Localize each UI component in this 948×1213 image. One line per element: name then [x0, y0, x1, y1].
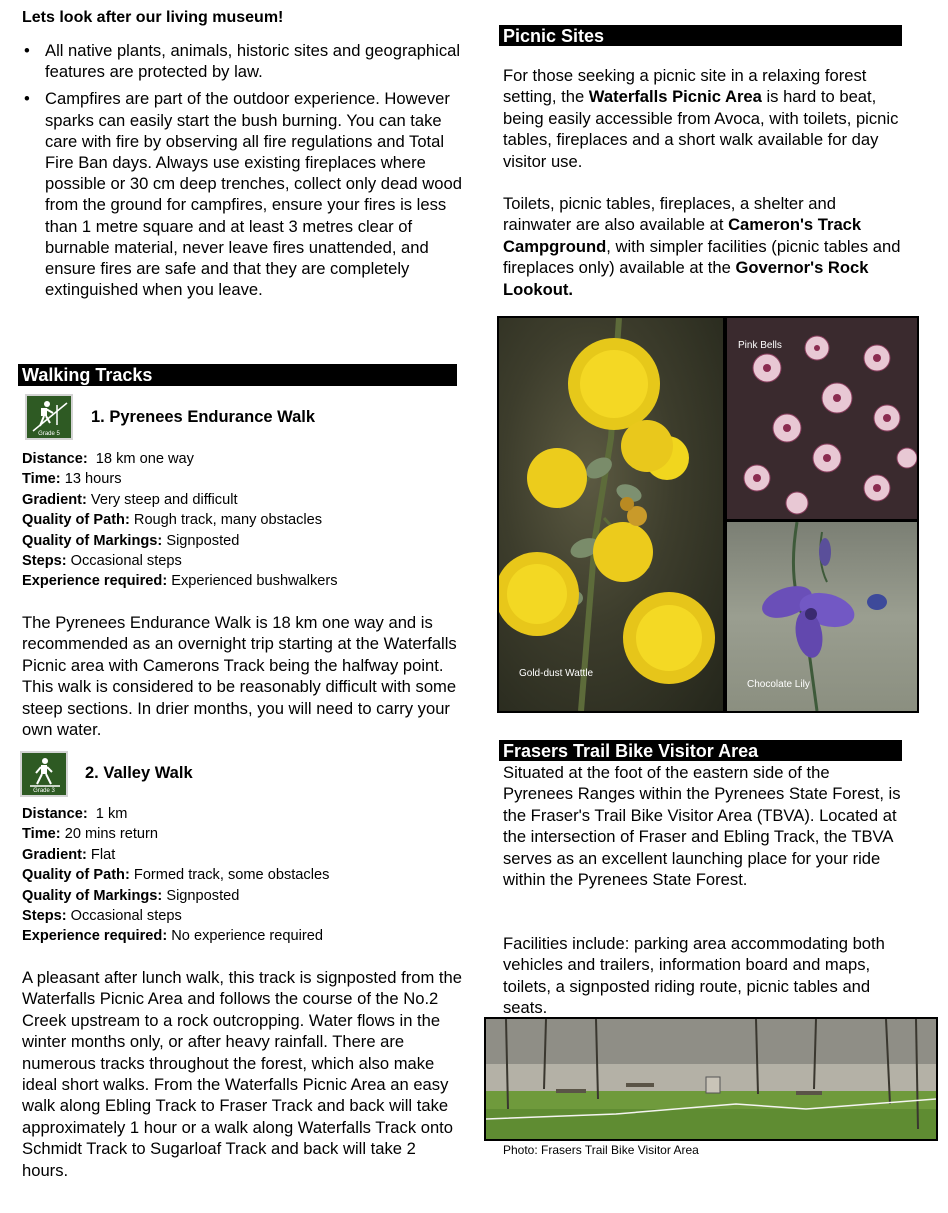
- intro-title: Lets look after our living museum!: [22, 9, 284, 26]
- photo-caption: Photo: Frasers Trail Bike Visitor Area: [503, 1143, 699, 1157]
- frasers-paragraph-2: Facilities include: parking area accommodating both vehicles and trailers, information board and maps, toilets, a signposted riding route, picnic tables and seats.: [503, 934, 885, 1018]
- spec-row: Time: 13 hours: [22, 471, 122, 488]
- spec-row: Distance: 1 km: [22, 806, 128, 822]
- hiker-steep-icon: [31, 399, 69, 433]
- spec-row: Gradient: Very steep and difficult: [22, 491, 238, 508]
- spec-row: Steps: Occasional steps: [22, 553, 182, 570]
- walk-2-description: A pleasant after lunch walk, this track is signposted from the Waterfalls Picnic Area and follows the course of the No.2 Creek upstream to a rock outcropping. Water flows in the winter months only, or after heavy rainfall. There are numerous tracks throughout the forest, which also make ideal short walks. From the Waterfalls Picnic Area an easy walk along Ebling Track to Fraser Track and back will take approximately 1 hour or a walk along Waterfalls Track onto Schmidt Track to Sugarloaf Track and back will take 2 hours.: [22, 968, 462, 1180]
- grade-label: Grade 3: [33, 788, 55, 794]
- walking-tracks-heading: Walking Tracks: [18, 364, 457, 386]
- picnic-paragraph-1: For those seeking a picnic site in a relaxing forest setting, the Waterfalls Picnic Area is hard to beat, being easily accessible from Avoca, with toilets, picnic tables, fireplaces and a short walk available for day visitor use.: [503, 66, 899, 171]
- pink-bells-photo: [727, 318, 917, 519]
- spec-row: Quality of Markings: Signposted: [22, 532, 240, 549]
- trail-bike-area-illustration: [486, 1019, 936, 1139]
- chocolate-lily-caption: Chocolate Lily: [747, 679, 810, 690]
- wattle-caption: Gold-dust Wattle: [519, 668, 594, 679]
- bullet-item: • Campfires are part of the outdoor experience. However sparks can easily start the bush burning. You can take care with fire by observing all fire regulations and Total Fire Ban days. Always use existing fireplaces where possible or 30 cm deep trenches, collect only dead wood from the ground for campfires, ensure your fires is less than 1 metre square and at least 3 metres clear of burnable material, never leave fires unattended, and ensure fires are safe and that they are completely extinguished when you leave.: [24, 89, 462, 300]
- walk-2-specs: [22, 804, 329, 947]
- bullet-item: • All native plants, animals, historic sites and geographical features are protected by law.: [24, 41, 461, 82]
- picnic-sites-heading: Picnic Sites: [499, 25, 902, 46]
- spec-row: Steps: Occasional steps: [22, 908, 182, 925]
- pink-bells-caption: Pink Bells: [738, 340, 782, 351]
- frasers-paragraph-1: Situated at the foot of the eastern side of the Pyrenees Ranges within the Pyrenees State Forest, is the Fraser's Trail Bike Visitor Area (TBVA). Located at the intersection of Fraser and Ebling Track, the TBVA serves as an excellent launching place for your ride within the Pyrenees State Forest.: [503, 763, 901, 890]
- walk-1-description: The Pyrenees Endurance Walk is 18 km one way and is recommended as an overnight trip starting at the Waterfalls Picnic area with Camerons Track being the halfway point. This walk is considered to be reasonably difficult with some steep sections. In drier months, you will need to carry your own water.: [22, 613, 457, 740]
- bullet-icon: •: [24, 89, 30, 109]
- grade-5-badge: [25, 394, 73, 440]
- flower-photo-collage: [497, 316, 919, 713]
- spec-row: Experience required: Experienced bushwalkers: [22, 573, 338, 590]
- bullet-icon: •: [24, 41, 30, 60]
- intro-bullets: [22, 40, 462, 306]
- grade-3-badge: [20, 751, 68, 797]
- chocolate-lily-photo: [727, 522, 917, 711]
- frasers-heading: Frasers Trail Bike Visitor Area: [499, 740, 902, 761]
- trail-bike-area-photo: [484, 1017, 938, 1141]
- spec-row: Experience required: No experience required: [22, 928, 323, 945]
- wattle-illustration: [499, 318, 723, 711]
- picnic-paragraph-2: Toilets, picnic tables, fireplaces, a shelter and rainwater are also available at Cameron's Track Campground, with simpler facilities (picnic tables and fireplaces only) available at the Governor's Rock Lookout.: [503, 194, 901, 299]
- grade-label: Grade 5: [38, 431, 60, 437]
- spec-row: Time: 20 mins return: [22, 826, 159, 843]
- spec-row: Quality of Markings: Signposted: [22, 887, 240, 904]
- walk-1-specs: [22, 449, 338, 592]
- wattle-photo: [499, 318, 723, 711]
- walk-2-title: 2. Valley Walk: [85, 764, 193, 782]
- spec-row: Gradient: Flat: [22, 846, 116, 863]
- spec-row: Quality of Path: Rough track, many obstacles: [22, 512, 323, 529]
- spec-row: Quality of Path: Formed track, some obstacles: [22, 867, 330, 884]
- hiker-icon: [26, 756, 64, 790]
- spec-row: Distance: 18 km one way: [22, 451, 194, 467]
- walk-1-title: 1. Pyrenees Endurance Walk: [91, 408, 316, 426]
